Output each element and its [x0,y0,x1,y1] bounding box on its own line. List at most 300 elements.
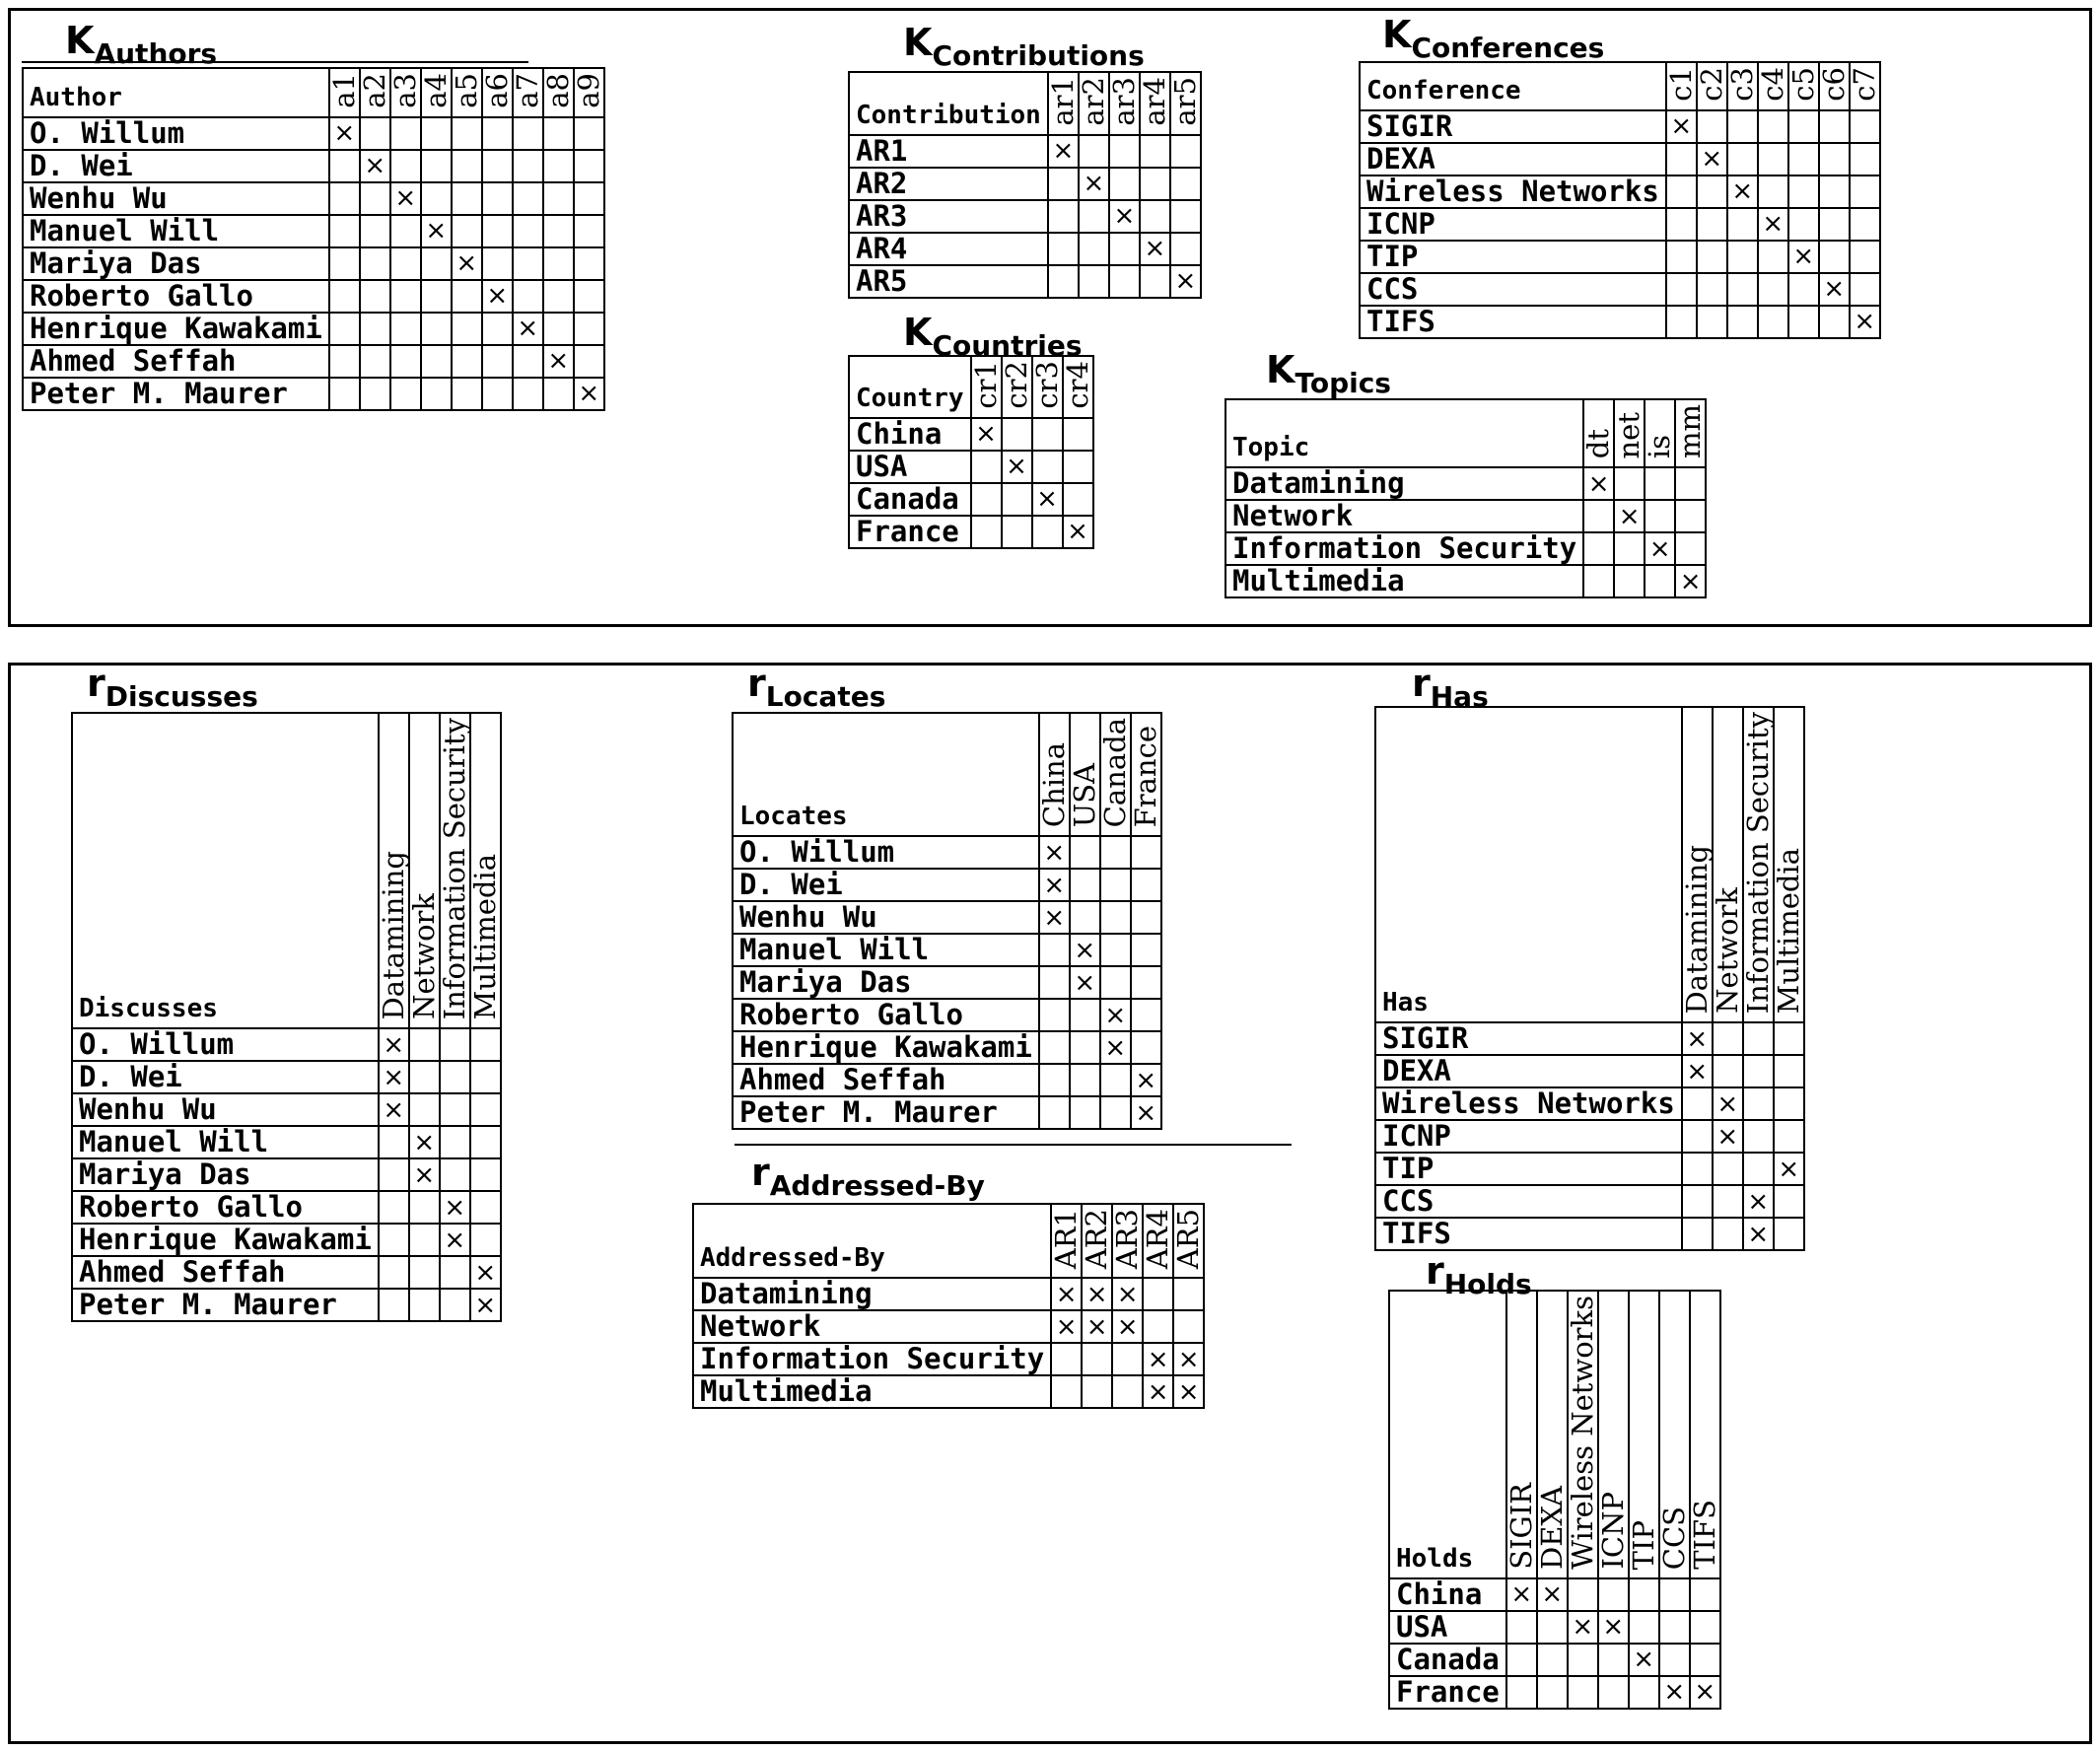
column-header-label: a1 [326,73,361,108]
incidence-cell [971,483,1002,516]
incidence-cell [1598,1578,1629,1611]
incidence-mark: × [1100,999,1131,1031]
incidence-cell [390,378,421,410]
incidence-cell [1002,483,1032,516]
incidence-cell [1727,273,1758,306]
incidence-cell [1727,306,1758,338]
incidence-mark: × [1690,1676,1720,1709]
incidence-mark: × [1140,233,1170,265]
incidence-cell [1048,265,1079,298]
column-header-label: AR1 [1049,1209,1084,1270]
incidence-cell [1850,143,1880,175]
column-header [1067,713,1101,836]
incidence-cell [1819,208,1850,241]
locates-bottom-rule [735,1144,1292,1146]
incidence-cell [1666,306,1697,338]
incidence-mark: × [574,378,604,410]
incidence-cell [1070,999,1100,1031]
table-row [849,451,1093,483]
incidence-mark: × [1112,1278,1143,1310]
incidence-cell [1614,565,1645,597]
table-row [1360,306,1880,338]
incidence-cell [390,150,421,182]
row-label: USA [1389,1611,1506,1644]
context-header-label: Topic [1225,399,1583,467]
incidence-mark: × [329,117,360,150]
row-label: AR2 [849,168,1048,200]
column-header-label: ar2 [1076,77,1110,126]
header-row [1389,1291,1720,1578]
incidence-cell [1697,110,1727,143]
table-row [1360,273,1880,306]
incidence-cell [1743,1120,1774,1153]
incidence-cell [513,182,543,215]
row-label: Manuel Will [23,215,329,247]
incidence-cell [470,1158,501,1191]
incidence-cell [1682,1153,1713,1185]
table-row [1375,1185,1804,1218]
incidence-cell [1788,208,1819,241]
header-row [693,1204,1204,1278]
incidence-cell [440,1028,470,1061]
incidence-cell [421,280,452,313]
context-header-label: Locates [733,713,1039,836]
incidence-cell [1758,306,1788,338]
incidence-cell [1131,934,1161,966]
column-header-label: Canada [1097,718,1132,828]
incidence-cell [1713,1153,1743,1185]
incidence-mark: × [1051,1278,1082,1310]
row-label: SIGIR [1375,1022,1682,1055]
column-header-label: Multimedia [1771,848,1805,1015]
incidence-cell [329,313,360,345]
incidence-cell [574,280,604,313]
context-title: KCountries [903,311,1083,362]
incidence-cell [543,117,574,150]
incidence-cell [1032,451,1063,483]
incidence-cell [513,150,543,182]
column-header [387,68,422,117]
incidence-cell [1506,1676,1537,1709]
incidence-cell [390,215,421,247]
incidence-cell [1039,934,1070,966]
incidence-cell [1100,966,1131,999]
incidence-cell [1131,999,1161,1031]
table-row [1389,1578,1720,1611]
incidence-cell [1583,532,1614,565]
incidence-cell [1850,273,1880,306]
column-header-label: USA [1067,763,1101,828]
incidence-cell [360,313,390,345]
incidence-mark: × [470,1256,501,1289]
incidence-mark: × [1173,1343,1204,1375]
incidence-mark: × [1070,966,1100,999]
incidence-cell [1048,233,1079,265]
row-label: Henrique Kawakami [733,1031,1039,1064]
row-label: Henrique Kawakami [72,1224,379,1256]
incidence-cell [574,117,604,150]
context-header-label: Discusses [72,713,379,1028]
incidence-mark: × [1039,901,1070,934]
incidence-cell [1690,1578,1720,1611]
table-row [1375,1153,1804,1185]
incidence-cell [1758,241,1788,273]
table-row [849,200,1201,233]
incidence-cell [409,1093,440,1126]
column-header [1051,1204,1082,1278]
row-label: Wenhu Wu [733,901,1039,934]
row-label: Wireless Networks [1375,1087,1682,1120]
context-table [22,67,605,411]
incidence-cell [329,215,360,247]
incidence-cell [1727,208,1758,241]
column-header-label: ar3 [1106,77,1141,126]
incidence-cell [379,1191,409,1224]
incidence-cell [543,313,574,345]
column-header [1626,1291,1660,1578]
column-header [1614,399,1645,467]
incidence-mark: × [1109,200,1140,233]
column-header-label: TIP [1626,1519,1660,1570]
column-header-label: ar5 [1167,77,1202,126]
incidence-mark: × [1082,1278,1112,1310]
table-row [1375,1087,1804,1120]
incidence-cell [543,215,574,247]
column-header-label: Information Security [1740,712,1775,1015]
incidence-cell [1082,1375,1112,1408]
row-label: CCS [1360,273,1666,306]
context-table [1359,61,1881,339]
incidence-cell [1537,1644,1568,1676]
column-header-label: AR2 [1080,1209,1114,1270]
column-header-label: c1 [1663,67,1698,102]
incidence-cell [1537,1611,1568,1644]
table-row [733,1064,1161,1096]
row-label: Peter M. Maurer [23,378,329,410]
incidence-cell [1682,1185,1713,1218]
incidence-cell [1629,1611,1659,1644]
column-header [1679,707,1714,1022]
incidence-cell [1082,1343,1112,1375]
incidence-cell [1173,1278,1204,1310]
incidence-cell [452,313,482,345]
column-header [1687,1291,1721,1578]
incidence-mark: × [1629,1644,1659,1676]
incidence-mark: × [1112,1310,1143,1343]
column-header-label: SIGIR [1504,1483,1538,1570]
column-header-label: DEXA [1534,1485,1569,1570]
incidence-cell [482,378,513,410]
incidence-cell [1583,565,1614,597]
column-header-label: cr2 [999,361,1033,409]
incidence-cell [1758,143,1788,175]
incidence-cell [470,1061,501,1093]
incidence-cell [360,345,390,378]
row-label: TIP [1375,1153,1682,1185]
incidence-cell [1170,233,1201,265]
incidence-cell [574,150,604,182]
incidence-cell [1131,836,1161,869]
context-header-label: Has [1375,707,1682,1022]
incidence-cell [1675,500,1706,532]
incidence-cell [1713,1055,1743,1087]
incidence-cell [1048,200,1079,233]
row-label: DEXA [1360,143,1666,175]
column-header [1173,1204,1204,1278]
incidence-cell [1100,901,1131,934]
incidence-cell [543,280,574,313]
incidence-cell [1697,208,1727,241]
column-header [1097,713,1132,836]
incidence-cell [1697,241,1727,273]
column-header-label: ar4 [1137,77,1171,126]
table-row [733,999,1161,1031]
table-row [1225,500,1706,532]
table-row [1375,1022,1804,1055]
incidence-cell [1039,1064,1070,1096]
incidence-cell [379,1224,409,1256]
incidence-cell [1666,208,1697,241]
context-header-label: Addressed-By [693,1204,1051,1278]
incidence-cell [1666,273,1697,306]
incidence-cell [1170,200,1201,233]
column-header [1076,72,1110,135]
column-header-label: Multimedia [467,854,502,1020]
column-header-label: c7 [1847,67,1881,102]
column-header [1675,399,1706,467]
column-header-label: a5 [449,73,483,108]
incidence-cell [409,1028,440,1061]
incidence-mark: × [1039,869,1070,901]
incidence-mark: × [1666,110,1697,143]
incidence-mark: × [1100,1031,1131,1064]
incidence-cell [409,1191,440,1224]
column-header [1534,1291,1569,1578]
context-header-label: Conference [1360,62,1666,110]
incidence-cell [1682,1218,1713,1250]
incidence-cell [1645,467,1675,500]
context-title: KTopics [1266,348,1391,399]
row-label: Network [693,1310,1051,1343]
incidence-cell [379,1126,409,1158]
incidence-cell [1131,1031,1161,1064]
column-header-label: a2 [357,73,391,108]
incidence-cell [409,1224,440,1256]
incidence-cell [390,345,421,378]
row-label: France [849,516,971,548]
incidence-mark: × [440,1191,470,1224]
row-label: Ahmed Seffah [72,1256,379,1289]
incidence-cell [452,215,482,247]
column-header [999,356,1033,418]
incidence-cell [452,117,482,150]
column-header [418,68,453,117]
row-label: Canada [1389,1644,1506,1676]
incidence-cell [1598,1644,1629,1676]
context-header-label: Country [849,356,971,418]
column-header-label: Datamining [1679,844,1714,1015]
column-header [1694,62,1728,110]
column-header [1755,62,1789,110]
incidence-mark: × [440,1224,470,1256]
incidence-mark: × [482,280,513,313]
incidence-mark: × [409,1126,440,1158]
incidence-mark: × [1819,273,1850,306]
context-header-label: Holds [1389,1291,1506,1578]
incidence-cell [421,313,452,345]
incidence-cell [440,1256,470,1289]
incidence-cell [329,378,360,410]
incidence-cell [1537,1676,1568,1709]
column-header-label: c6 [1816,67,1851,102]
incidence-cell [1819,175,1850,208]
incidence-cell [1629,1578,1659,1611]
incidence-cell [1614,467,1645,500]
incidence-mark: × [409,1158,440,1191]
incidence-cell [574,182,604,215]
incidence-cell [1727,143,1758,175]
header-row [1225,399,1706,467]
incidence-cell [1568,1578,1598,1611]
table-row [733,869,1161,901]
incidence-cell [1032,418,1063,451]
incidence-cell [329,182,360,215]
incidence-mark: × [1758,208,1788,241]
incidence-cell [1002,418,1032,451]
table-row [733,1031,1161,1064]
incidence-cell [1100,934,1131,966]
incidence-cell [543,150,574,182]
table-row [23,247,604,280]
incidence-cell [1100,836,1131,869]
context-title: KContributions [903,21,1145,72]
incidence-cell [329,345,360,378]
incidence-cell [1100,1064,1131,1096]
incidence-cell [1819,306,1850,338]
column-header [406,713,441,1028]
row-label: Information Security [1225,532,1583,565]
row-label: Roberto Gallo [23,280,329,313]
incidence-mark: × [1063,516,1093,548]
incidence-mark: × [1537,1578,1568,1611]
incidence-cell [1774,1087,1804,1120]
incidence-cell [1143,1278,1173,1310]
incidence-mark: × [1659,1676,1690,1709]
context-title: rDiscusses [87,662,258,713]
incidence-mark: × [1774,1153,1804,1185]
incidence-cell [1109,168,1140,200]
row-label: Peter M. Maurer [72,1289,379,1321]
incidence-cell [452,150,482,182]
incidence-cell [1713,1022,1743,1055]
incidence-mark: × [1051,1310,1082,1343]
header-row [23,68,604,117]
table-row [733,966,1161,999]
row-label: Datamining [693,1278,1051,1310]
column-header [1583,399,1614,467]
table-row [1375,1218,1804,1250]
row-label: ICNP [1375,1120,1682,1153]
column-header-label: cr3 [1029,361,1064,409]
incidence-cell [1774,1055,1804,1087]
incidence-cell [482,215,513,247]
incidence-mark: × [379,1028,409,1061]
column-header [1710,707,1744,1022]
column-header [449,68,483,117]
incidence-cell [1039,999,1070,1031]
incidence-cell [1131,869,1161,901]
column-header [1106,72,1141,135]
incidence-cell [1079,265,1109,298]
incidence-cell [1758,175,1788,208]
column-header [437,713,471,1028]
incidence-cell [329,280,360,313]
context-table [1225,398,1707,598]
table-row [1225,532,1706,565]
table-row [733,934,1161,966]
incidence-cell [1666,241,1697,273]
incidence-cell [1063,483,1093,516]
incidence-cell [1659,1578,1690,1611]
incidence-cell [452,378,482,410]
incidence-cell [1109,135,1140,168]
incidence-cell [379,1289,409,1321]
incidence-cell [440,1158,470,1191]
column-header [1771,707,1805,1022]
incidence-cell [1819,143,1850,175]
column-header-label: Network [406,893,441,1020]
incidence-cell [1039,966,1070,999]
incidence-cell [574,313,604,345]
incidence-cell [1675,467,1706,500]
header-row [1375,707,1804,1022]
column-header-label: cr4 [1060,361,1094,409]
incidence-cell [1039,1096,1070,1129]
incidence-cell [513,345,543,378]
incidence-cell [1743,1022,1774,1055]
column-header [1645,399,1675,467]
incidence-mark: × [1713,1087,1743,1120]
row-label: Wenhu Wu [23,182,329,215]
incidence-cell [329,247,360,280]
incidence-cell [1758,110,1788,143]
context-table [848,71,1202,299]
incidence-cell [1051,1343,1082,1375]
context-title: rAddressed-By [751,1151,985,1202]
column-header-label: AR3 [1110,1209,1145,1270]
row-label: Henrique Kawakami [23,313,329,345]
column-header-label: c2 [1694,67,1728,102]
context-header-label: Author [23,68,329,117]
incidence-cell [1743,1055,1774,1087]
incidence-cell [1070,869,1100,901]
column-header-label: c3 [1724,67,1759,102]
incidence-cell [1143,1310,1173,1343]
incidence-mark: × [1583,467,1614,500]
column-header [357,68,391,117]
row-label: O. Willum [23,117,329,150]
incidence-mark: × [379,1093,409,1126]
row-label: D. Wei [733,869,1039,901]
table-row [733,901,1161,934]
incidence-cell [1568,1676,1598,1709]
incidence-cell [470,1093,501,1126]
incidence-cell [1614,532,1645,565]
incidence-mark: × [1697,143,1727,175]
column-header [1506,1291,1537,1578]
column-header [1082,1204,1112,1278]
table-row [1360,175,1880,208]
